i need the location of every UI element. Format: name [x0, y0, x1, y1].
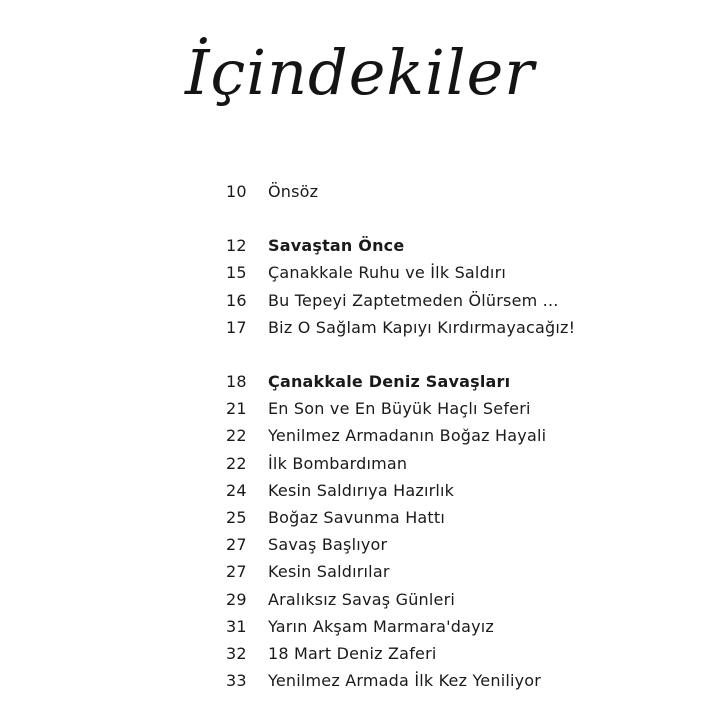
toc-entry[interactable]	[226, 531, 686, 558]
toc-entry-title: Çanakkale Ruhu ve İlk Saldırı	[268, 263, 507, 283]
toc-entry-title: Yarın Akşam Marmara'dayız	[268, 616, 494, 636]
toc-page-number: 18	[226, 372, 247, 392]
toc-entry-title: Çanakkale Deniz Savaşları	[268, 372, 511, 392]
toc-page-number: 27	[226, 535, 247, 555]
toc-entry[interactable]	[226, 178, 686, 205]
toc-entry[interactable]	[226, 558, 686, 585]
toc-entry[interactable]	[226, 314, 686, 341]
toc-entry[interactable]	[226, 504, 686, 531]
toc-page-number: 24	[226, 480, 247, 500]
toc-entry-title: Kesin Saldırıya Hazırlık	[268, 480, 455, 500]
toc-page-number: 10	[226, 182, 247, 202]
toc-page-number: 22	[226, 426, 247, 446]
toc-page-number: 27	[226, 562, 247, 582]
toc-page-number: 12	[226, 236, 247, 256]
toc-entry-title: Boğaz Savunma Hattı	[268, 507, 446, 527]
toc-section	[226, 368, 686, 694]
toc-page-number: 15	[226, 263, 247, 283]
toc-entry-title: Yenilmez Armadanın Boğaz Hayali	[268, 426, 547, 446]
toc-section	[226, 232, 686, 341]
toc-entry-title: Biz O Sağlam Kapıyı Kırdırmayacağız!	[268, 317, 576, 337]
toc-chapter-heading[interactable]	[226, 368, 686, 395]
toc-entry[interactable]	[226, 287, 686, 314]
toc-entry[interactable]	[226, 640, 686, 667]
toc-page-number: 17	[226, 317, 247, 337]
page-title: İçindekiler	[185, 36, 535, 109]
toc-entry[interactable]	[226, 395, 686, 422]
toc-chapter-heading[interactable]	[226, 232, 686, 259]
toc-entry-title: Savaştan Önce	[268, 236, 405, 256]
toc-page-number: 29	[226, 589, 247, 609]
toc-entry[interactable]	[226, 450, 686, 477]
toc-page-number: 21	[226, 399, 247, 419]
toc-entry-title: Savaş Başlıyor	[268, 535, 388, 555]
toc-page-number: 31	[226, 616, 247, 636]
toc-entry-title: En Son ve En Büyük Haçlı Seferi	[268, 399, 531, 419]
table-of-contents	[226, 178, 686, 694]
toc-entry-title: Bu Tepeyi Zaptetmeden Ölürsem ...	[268, 290, 559, 310]
toc-entry-title: 18 Mart Deniz Zaferi	[268, 643, 437, 663]
toc-entry[interactable]	[226, 585, 686, 612]
toc-page-number: 16	[226, 290, 247, 310]
toc-entry-title: Aralıksız Savaş Günleri	[268, 589, 455, 609]
toc-page-number: 22	[226, 453, 247, 473]
toc-entry[interactable]	[226, 477, 686, 504]
toc-page-number: 25	[226, 507, 247, 527]
toc-entry-title: Önsöz	[268, 182, 319, 202]
toc-entry-title: İlk Bombardıman	[268, 453, 408, 473]
toc-entry-title: Yenilmez Armada İlk Kez Yeniliyor	[268, 671, 542, 691]
toc-entry[interactable]	[226, 422, 686, 449]
toc-page-number: 33	[226, 671, 247, 691]
toc-page-number: 32	[226, 643, 247, 663]
toc-entry-title: Kesin Saldırılar	[268, 562, 390, 582]
toc-entry[interactable]	[226, 667, 686, 694]
toc-entry[interactable]	[226, 259, 686, 286]
toc-section	[226, 178, 686, 205]
toc-entry[interactable]	[226, 613, 686, 640]
